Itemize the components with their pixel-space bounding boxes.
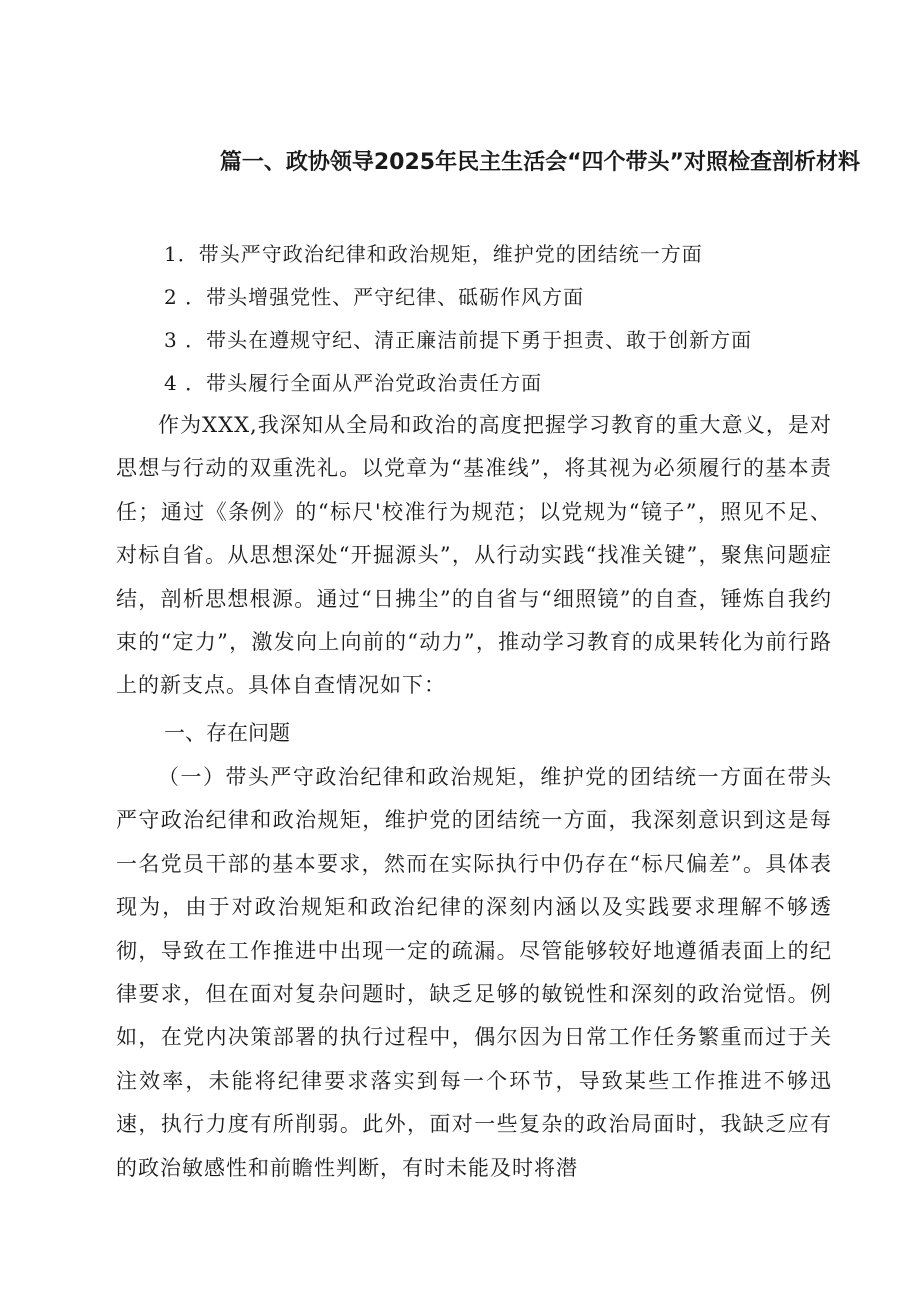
outline-item: 3 ．带头在遵规守纪、清正廉洁前提下勇于担责、敢于创新方面 bbox=[164, 328, 753, 352]
document-title: 篇一、政协领导2025年民主生活会“四个带头”对照检查剖析材料 bbox=[219, 150, 860, 175]
outline-list bbox=[164, 236, 864, 408]
outline-item: 4 ．带头履行全面从严治党政治责任方面 bbox=[164, 371, 543, 395]
outline-item: 2 ．带头增强党性、严守纪律、砥砺作风方面 bbox=[164, 285, 585, 309]
intro-paragraph: 作为XXX,我深知从全局和政治的高度把握学习教育的重大意义，是对思想与行动的双重洗礼。以党章为“基准线”，将其视为必须履行的基本责任；通过《条例》的“标尺'校准行为规范；以党规为“镜子”，照见不足、对标自省。从思想深处“开掘源头”，从行动实践“找准关键”，聚焦问题症结，剖析思想根源。通过“日拂尘”的自省与“细照镜”的自查，锤炼自我约束的“定力”，激发向上向前的“动力”，推动学习教育的成果转化为前行路上的新支点。具体自查情况如下： bbox=[116, 413, 832, 698]
section-paragraph: （一）带头严守政治纪律和政治规矩，维护党的团结统一方面在带头严守政治纪律和政治规矩，维护党的团结统一方面，我深刻意识到这是每一名党员干部的基本要求，然而在实际执行中仍存在“标尺偏差”。具体表现为，由于对政治规矩和政治纪律的深刻内涵以及实践要求理解不够透彻，导致在工作推进中出现一定的疏漏。尽管能够较好地遵循表面上的纪律要求，但在面对复杂问题时，缺乏足够的敏锐性和深刻的政治觉悟。例如，在党内决策部署的执行过程中，偶尔因为日常工作任务繁重而过于关注效率，未能将纪律要求落实到每一个环节，导致某些工作推进不够迅速，执行力度有所削弱。此外，面对一些复杂的政治局面时，我缺乏应有的政治敏感性和前瞻性判断，有时未能及时将潜 bbox=[116, 765, 832, 1180]
outline-item: 1．带头严守政治纪律和政治规矩，维护党的团结统一方面 bbox=[164, 242, 703, 266]
section-heading: 一、存在问题 bbox=[164, 721, 290, 745]
